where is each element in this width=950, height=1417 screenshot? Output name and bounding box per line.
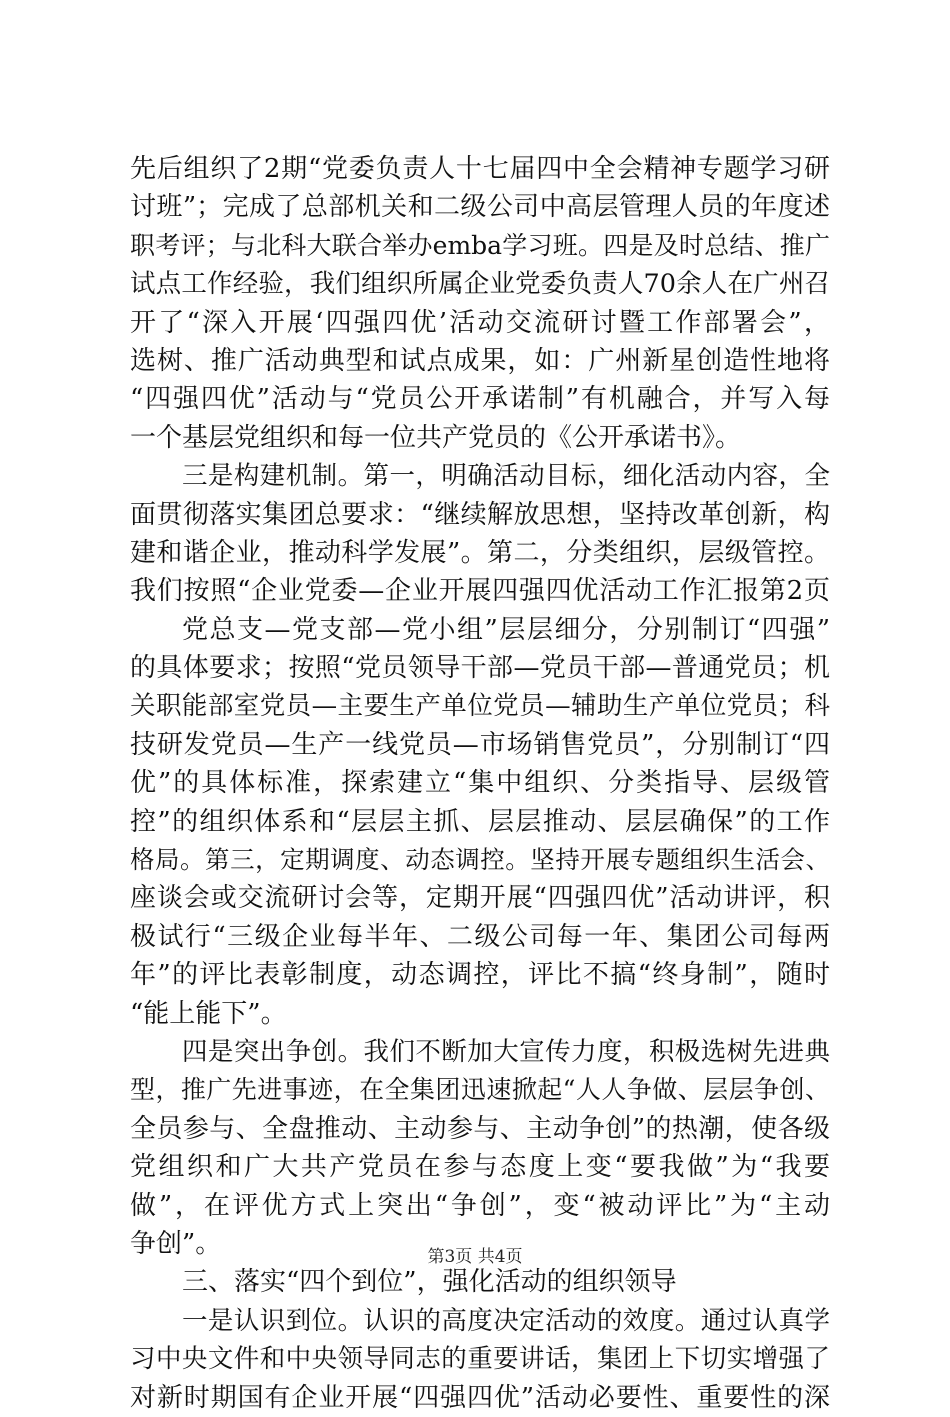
text-line: 关职能部室党员—主要生产单位党员—辅助生产单位党员；科 — [130, 691, 830, 722]
text-line: 建和谐企业，推动科学发展”。第二，分类组织，层级管控。 — [130, 537, 830, 568]
text-line: 控”的组织体系和“层层主抓、层层推动、层层确保”的工作 — [130, 806, 830, 837]
text-line: 开了“深入开展‘四强四优’活动交流研讨暨工作部署会”， — [130, 307, 830, 338]
text-line: 座谈会或交流研讨会等，定期开展“四强四优”活动讲评，积 — [130, 883, 830, 914]
text-line: 一是认识到位。认识的高度决定活动的效度。通过认真学 — [182, 1305, 830, 1336]
text-line: 一个基层党组织和每一位共产党员的《公开承诺书》。 — [130, 422, 742, 453]
text-line: 试点工作经验，我们组织所属企业党委负责人70余人在广州召 — [130, 269, 830, 300]
text-line: “能上能下”。 — [130, 998, 287, 1029]
text-line: 极试行“三级企业每半年、二级公司每一年、集团公司每两 — [130, 921, 830, 952]
text-line: 格局。第三，定期调度、动态调控。坚持开展专题组织生活会、 — [130, 845, 830, 875]
text-line: “四强四优”活动与“党员公开承诺制”有机融合，并写入每 — [130, 384, 830, 415]
document-body — [130, 150, 830, 1417]
text-line: 对新时期国有企业开展“四强四优”活动必要性、重要性的深 — [130, 1382, 830, 1413]
text-line: 优”的具体标准，探索建立“集中组织、分类指导、层级管 — [130, 768, 830, 799]
text-line: 讨班”；完成了总部机关和二级公司中高层管理人员的年度述 — [130, 192, 830, 223]
page-footer: 第3页 共4页 — [427, 1247, 523, 1267]
text-line: 先后组织了2期“党委负责人十七届四中全会精神专题学习研 — [130, 154, 830, 184]
text-line: 选树、推广活动典型和试点成果，如：广州新星创造性地将 — [130, 345, 830, 376]
text-line: 的具体要求；按照“党员领导干部—党员干部—普通党员；机 — [130, 653, 830, 684]
text-line: 习中央文件和中央领导同志的重要讲话，集团上下切实增强了 — [130, 1344, 830, 1375]
text-line: 党总支—党支部—党小组”层层细分，分别制订“四强” — [182, 614, 830, 645]
text-line: 我们按照“企业党委—企业开展四强四优活动工作汇报第2页 — [130, 576, 830, 607]
text-line: 党组织和广大共产党员在参与态度上变“要我做”为“我要 — [130, 1152, 830, 1183]
text-line: 技研发党员—生产一线党员—市场销售党员”，分别制订“四 — [130, 729, 830, 760]
text-line: 三、落实“四个到位”，强化活动的组织领导 — [182, 1267, 677, 1298]
text-line: 型，推广先进事迹，在全集团迅速掀起“人人争做、层层争创、 — [130, 1075, 830, 1105]
text-line: 面贯彻落实集团总要求：“继续解放思想，坚持改革创新，构 — [130, 499, 830, 530]
text-line: 争创”。 — [130, 1228, 222, 1259]
text-line: 全员参与、全盘推动、主动参与、主动争创”的热潮，使各级 — [130, 1113, 830, 1144]
text-line: 四是突出争创。我们不断加大宣传力度，积极选树先进典 — [182, 1036, 830, 1067]
text-line: 做”，在评优方式上突出“争创”，变“被动评比”为“主动 — [130, 1190, 830, 1221]
text-line: 三是构建机制。第一，明确活动目标，细化活动内容，全 — [182, 461, 830, 492]
text-line: 年”的评比表彰制度，动态调控，评比不搞“终身制”，随时 — [130, 960, 830, 991]
text-line: 职考评；与北科大联合举办emba学习班。四是及时总结、推广 — [130, 230, 830, 260]
